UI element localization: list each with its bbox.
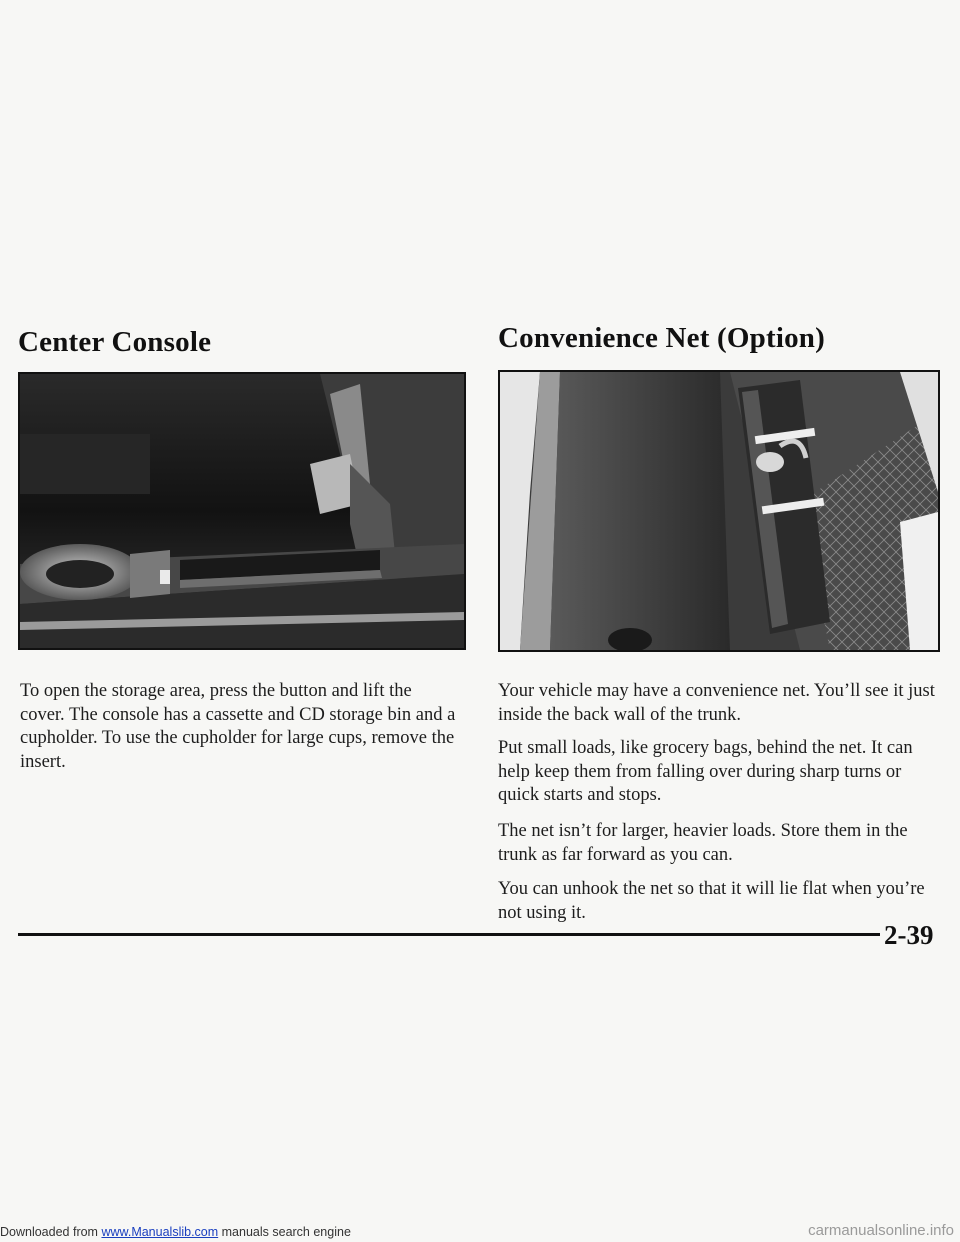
manualslib-link[interactable]: www.Manualslib.com [101,1225,219,1239]
convenience-net-text-1: Your vehicle may have a convenience net. You’ll see it just inside the back wall of the trunk. [498,681,935,725]
page-rule [18,933,880,936]
download-footer [0,1225,351,1239]
convenience-net-photo [498,370,940,652]
watermark: carmanualsonline.info [808,1222,954,1239]
center-console-heading: Center Console [18,326,212,358]
center-console-text: To open the storage area, press the button and lift the cover. The console has a cassette and CD storage bin and a cupholder. To use the cupholder for large cups, remove the insert. [20,681,456,772]
convenience-net-text-3: The net isn’t for larger, heavier loads. Store them in the trunk as far forward as you can. [498,821,908,865]
convenience-net-text-4: You can unhook the net so that it will lie flat when you’re not using it. [498,879,925,923]
page-number: 2-39 [884,920,934,950]
footer-suffix: manuals search engine [218,1225,351,1239]
center-console-photo [18,372,466,650]
convenience-net-text-2: Put small loads, like grocery bags, behind the net. It can help keep them from falling over during sharp turns or quick starts and stops. [498,738,913,805]
footer-prefix: Downloaded from [0,1225,102,1239]
convenience-net-heading: Convenience Net (Option) [498,322,825,354]
